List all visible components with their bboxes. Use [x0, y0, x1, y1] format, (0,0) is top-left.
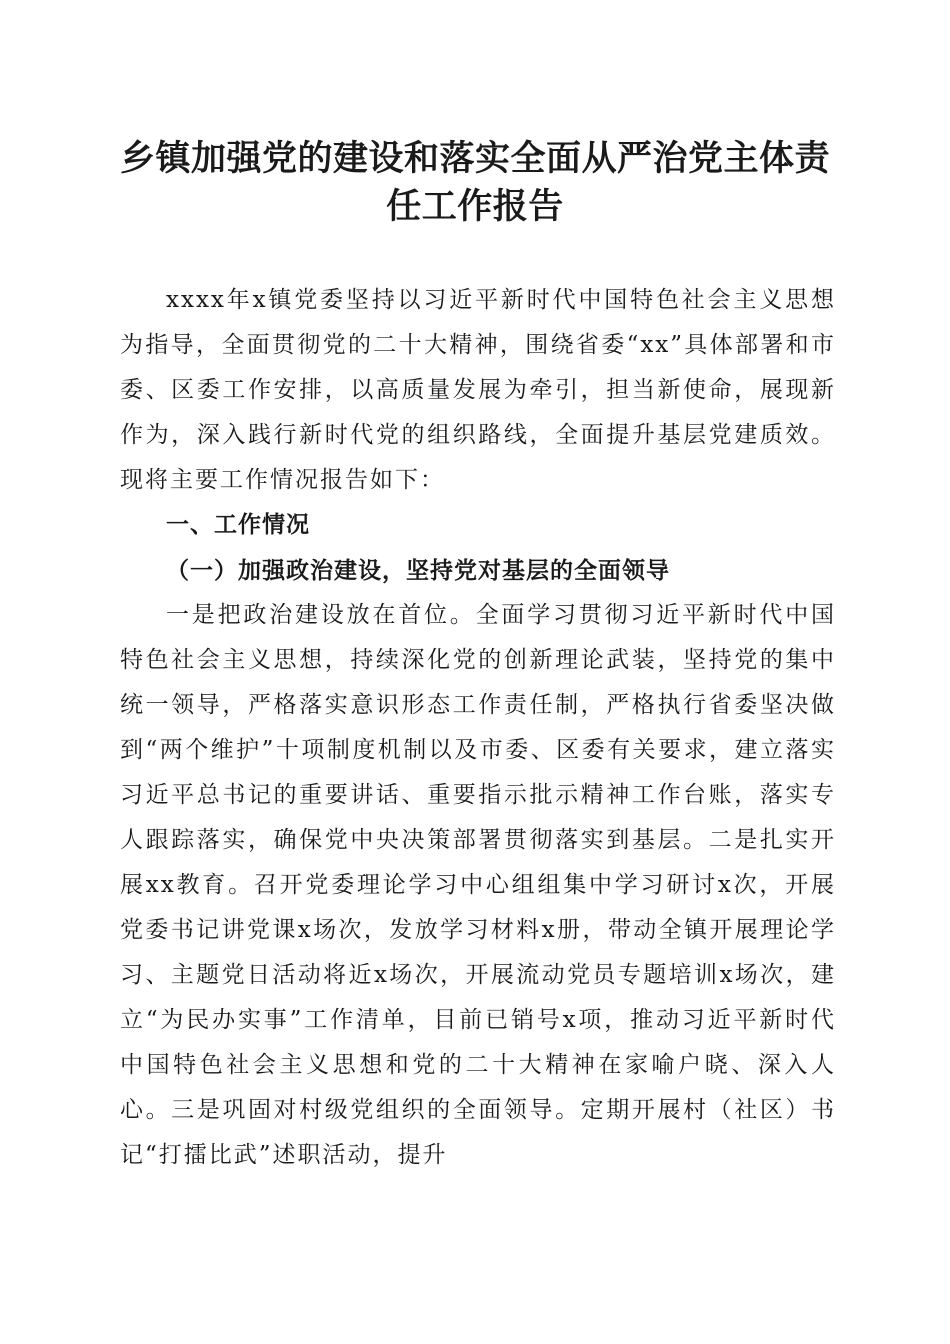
body-paragraph: 一是把政治建设放在首位。全面学习贯彻习近平新时代中国特色社会主义思想，持续深化党的创新理论武装，坚持党的集中统一领导，严格落实意识形态工作责任制，严格执行省委坚决做到“两个维护”十项制度机制以及市委、区委有关要求，建立落实习近平总书记的重要讲话、重要指示批示精神工作台账，落实专人跟踪落实，确保党中央决策部署贯彻落实到基层。二是扎实开展xx教育。召开党委理论学习中心组组集中学习研讨x次，开展党委书记讲党课x场次，发放学习材料x册，带动全镇开展理论学习、主题党日活动将近x场次，开展流动党员专题培训x场次，建立“为民办实事”工作清单，目前已销号x项，推动习近平新时代中国特色社会主义思想和党的二十大精神在家喻户晓、深入人心。三是巩固对村级党组织的全面领导。定期开展村（社区）书记“打擂比武”述职活动，提升 — [120, 602, 836, 1168]
document-title: 乡镇加强党的建设和落实全面从严治党主体责任工作报告 — [119, 138, 830, 227]
document-body — [120, 278, 836, 1178]
subsection-heading-political-construction: （一）加强政治建设，坚持党对基层的全面领导 — [166, 557, 670, 584]
section-heading-work-situation: 一、工作情况 — [166, 512, 310, 538]
intro-paragraph: xxxx年x镇党委坚持以习近平新时代中国特色社会主义思想为指导，全面贯彻党的二十大精神，围绕省委“xx”具体部署和市委、区委工作安排，以高质量发展为牵引，担当新使命，展现新作为，深入践行新时代党的组织路线，全面提升基层党建质效。现将主要工作情况报告如下： — [120, 287, 836, 493]
